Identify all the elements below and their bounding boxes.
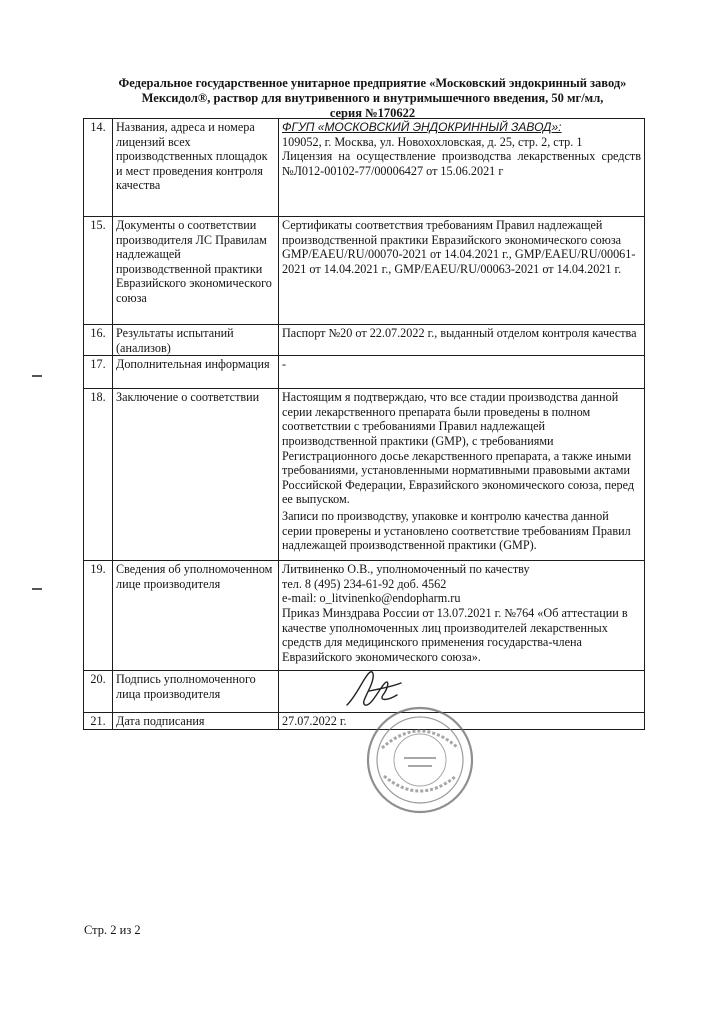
row-label: Подпись уполномоченного лица производителя — [113, 671, 279, 713]
authorized-person: Литвиненко О.В., уполномоченный по качеству — [282, 562, 530, 577]
row-label: Названия, адреса и номера лицензий всех производственных площадок и мест проведения контроля качества — [113, 119, 279, 217]
row-value: - — [279, 356, 645, 389]
row-value — [279, 119, 645, 217]
row-label: Заключение о соответствии — [113, 389, 279, 561]
page-number: Стр. 2 из 2 — [84, 923, 141, 937]
row-number: 17. — [84, 356, 113, 389]
table-row — [84, 119, 645, 217]
row-value: 27.07.2022 г. — [279, 713, 645, 730]
row-number: 19. — [84, 561, 113, 671]
header-line-2: Мексидол®, раствор для внутривенного и внутримышечного введения, 50 мг/мл, — [141, 91, 604, 105]
row-value: Паспорт №20 от 22.07.2022 г., выданный отделом контроля качества — [279, 325, 645, 356]
document-header — [80, 76, 665, 121]
phone-number: тел. 8 (495) 234-61-92 доб. 4562 — [282, 576, 447, 591]
row-value: Сертификаты соответствия требованиям Правил надлежащей производственной практики Евразийского экономического союза GMP/EAEU/RU/00070-2021 от 14.04.2021 г., GMP/EAEU/RU/00061-2021 от 14.04.2021 г., GMP/EAEU/RU/00063-2021 от 14.04.2021 г. — [279, 217, 645, 325]
official-stamp — [360, 700, 480, 820]
table-row — [84, 217, 645, 325]
organization-name: ФГУП «МОСКОВСКИЙ ЭНДОКРИННЫЙ ЗАВОД»: — [282, 120, 562, 134]
row-label: Сведения об уполномоченном лице производителя — [113, 561, 279, 671]
conclusion-paragraph-2: Записи по производству, упаковке и контролю качества данной серии проверены и установлено соответствие требованиям Правил надлежащей производственной практики (GMP). — [282, 508, 631, 553]
ministry-order: Приказ Минздрава России от 13.07.2021 г. №764 «Об аттестации в качестве уполномоченных лиц производителей лекарственных средств для медицинского применения государства-члена Евразийского экономического союза». — [282, 605, 628, 664]
table-row — [84, 356, 645, 389]
certificate-table — [83, 118, 645, 730]
row-number: 20. — [84, 671, 113, 713]
row-number: 16. — [84, 325, 113, 356]
license-text: Лицензия на осуществление производства лекарственных средств №Л012-00102-77/00006427 от 15.06.2021 г — [282, 149, 641, 178]
row-number: 18. — [84, 389, 113, 561]
table-row — [84, 389, 645, 561]
header-line-3: серия №170622 — [329, 106, 416, 120]
header-line-1: Федеральное государственное унитарное предприятие «Московский эндокринный завод» — [118, 76, 627, 90]
row-value — [279, 561, 645, 671]
row-label: Документы о соответствии производителя ЛС Правилам надлежащей производственной практики Евразийского экономического союза — [113, 217, 279, 325]
row-label: Дата подписания — [113, 713, 279, 730]
row-number: 14. — [84, 119, 113, 217]
table-row — [84, 325, 645, 356]
row-number: 21. — [84, 713, 113, 730]
row-label: Дополнительная информация — [113, 356, 279, 389]
organization-address: 109052, г. Москва, ул. Новохохловская, д. 25, стр. 2, стр. 1 — [282, 134, 583, 149]
margin-mark — [32, 588, 42, 590]
conclusion-paragraph-1: Настоящим я подтверждаю, что все стадии производства данной серии лекарственного препарата были проведены в полном соответствии с требованиями Правил надлежащей производственной практики (GMP), с требованиями Регистрационного досье лекарственного препарата, а также иными требованиями, установленными нормативными правовыми актами Российской Федерации, Евразийского экономического союза, перед ее выпуском. — [282, 390, 635, 507]
row-value — [279, 389, 645, 561]
email-address: e-mail: o_litvinenko@endopharm.ru — [282, 591, 461, 606]
table-row — [84, 561, 645, 671]
row-label: Результаты испытаний (анализов) — [113, 325, 279, 356]
margin-mark — [32, 375, 42, 377]
row-number: 15. — [84, 217, 113, 325]
